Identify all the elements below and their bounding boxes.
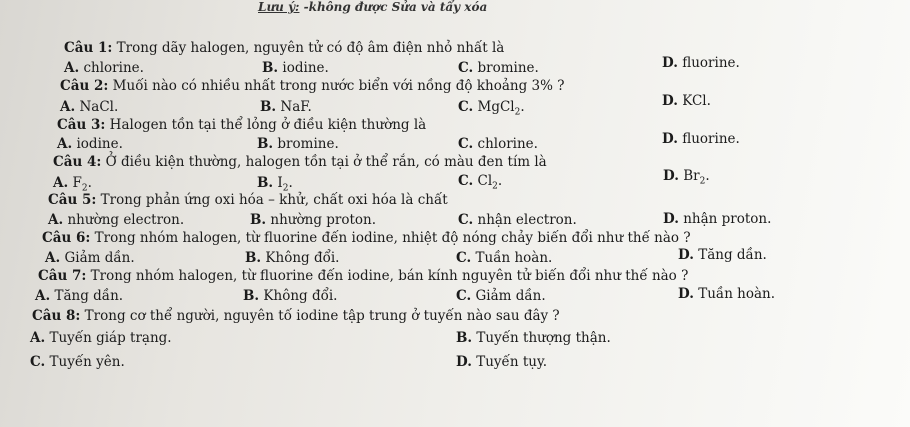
q7-option-a-text: Tăng dần. bbox=[50, 288, 124, 304]
q4-option-a-period: . bbox=[87, 175, 92, 191]
q4-option-c-period: . bbox=[497, 173, 503, 189]
q8-option-c-key: C. bbox=[30, 354, 46, 370]
q4-option-b-period: . bbox=[288, 175, 293, 191]
q8-option-a-key: A. bbox=[30, 330, 46, 346]
q8-option-b-text: Tuyến thượng thận. bbox=[472, 330, 611, 346]
q6-option-c bbox=[456, 250, 552, 266]
q5-option-d-key: D. bbox=[663, 211, 679, 227]
question-1-label: Câu 1: bbox=[64, 40, 113, 56]
q5-option-b-key: B. bbox=[250, 212, 267, 228]
question-8-label: Câu 8: bbox=[32, 308, 81, 324]
question-7-text: Trong nhóm halogen, từ fluorine đến iodine, bán kính nguyên tử biến đổi như thế nào ? bbox=[86, 268, 689, 284]
q4-option-c-subscript: 2 bbox=[492, 181, 498, 192]
q8-option-d bbox=[456, 354, 547, 370]
q8-option-d-text: Tuyến tụy. bbox=[471, 354, 548, 370]
q4-option-c bbox=[458, 173, 502, 192]
question-3-label: Câu 3: bbox=[57, 117, 106, 133]
q5-option-b bbox=[250, 212, 376, 228]
q2-option-d-key: D. bbox=[662, 93, 678, 109]
q4-option-c-key: C. bbox=[458, 173, 474, 189]
q2-option-d bbox=[662, 93, 711, 109]
q7-option-b-text: Không đổi. bbox=[259, 288, 338, 304]
q5-option-a-text: nhường electron. bbox=[63, 212, 185, 228]
q7-option-b bbox=[243, 288, 337, 304]
q2-option-b-text: NaF. bbox=[276, 99, 312, 115]
q4-option-d-text: Br bbox=[678, 168, 700, 184]
q4-option-b-subscript: 2 bbox=[282, 183, 289, 194]
q6-option-b-key: B. bbox=[245, 250, 262, 266]
q5-option-b-text: nhường proton. bbox=[266, 212, 377, 228]
q4-option-b bbox=[257, 175, 293, 194]
q2-option-b bbox=[260, 99, 312, 115]
note-prefix: Lưu ý: bbox=[258, 0, 300, 14]
q8-option-b bbox=[456, 330, 611, 346]
q6-option-b-text: Không đổi. bbox=[261, 250, 340, 266]
question-7 bbox=[38, 268, 688, 284]
q3-option-c-text: chlorine. bbox=[473, 136, 538, 152]
question-6-text: Trong nhóm halogen, từ fluorine đến iodine, nhiệt độ nóng chảy biến đổi như thế nào ? bbox=[90, 230, 691, 246]
q3-option-b-key: B. bbox=[257, 136, 274, 152]
q7-option-a-key: A. bbox=[35, 288, 51, 304]
question-4-label: Câu 4: bbox=[53, 154, 102, 170]
q7-option-a bbox=[35, 288, 123, 304]
q2-option-a bbox=[60, 99, 118, 115]
q1-option-c-text: bromine. bbox=[473, 60, 539, 76]
question-7-label: Câu 7: bbox=[38, 268, 87, 284]
q7-option-c-key: C. bbox=[456, 288, 472, 304]
q3-option-d-text: fluorine. bbox=[677, 131, 740, 147]
q1-option-b-key: B. bbox=[262, 60, 279, 76]
question-2-text: Muối nào có nhiều nhất trong nước biển với nồng độ khoảng 3% ? bbox=[108, 78, 565, 94]
q4-option-d-key: D. bbox=[663, 168, 679, 184]
q1-option-a bbox=[64, 60, 144, 76]
q3-option-b bbox=[257, 136, 339, 152]
q4-option-b-text: I bbox=[273, 175, 283, 191]
q3-option-d bbox=[662, 131, 740, 147]
question-8 bbox=[32, 308, 560, 324]
q5-option-c bbox=[458, 212, 577, 228]
q4-option-c-text: Cl bbox=[473, 173, 493, 189]
q1-option-a-text: chlorine. bbox=[79, 60, 144, 76]
q6-option-d-key: D. bbox=[678, 247, 694, 263]
q6-option-a-text: Giảm dần. bbox=[60, 250, 135, 266]
question-4-text: Ở điều kiện thường, halogen tồn tại ở thể rắn, có màu đen tím là bbox=[101, 154, 547, 170]
q7-option-d bbox=[678, 286, 775, 302]
q4-option-a-key: A. bbox=[53, 175, 69, 191]
q2-option-b-key: B. bbox=[260, 99, 277, 115]
q1-option-c-key: C. bbox=[458, 60, 474, 76]
q3-option-c-key: C. bbox=[458, 136, 474, 152]
question-3-text: Halogen tồn tại thể lỏng ở điều kiện thường là bbox=[105, 117, 427, 133]
q1-option-d-key: D. bbox=[662, 55, 678, 71]
q2-option-d-text: KCl. bbox=[677, 93, 711, 109]
q8-option-c bbox=[30, 354, 125, 370]
question-2 bbox=[60, 78, 564, 94]
q2-option-a-key: A. bbox=[60, 99, 76, 115]
q2-option-a-text: NaCl. bbox=[75, 99, 119, 115]
question-3 bbox=[57, 117, 426, 133]
question-1-text: Trong dãy halogen, nguyên tử có độ âm điện nhỏ nhất là bbox=[112, 40, 505, 56]
q2-option-c-key: C. bbox=[458, 99, 474, 115]
q6-option-a-key: A. bbox=[45, 250, 61, 266]
q5-option-c-key: C. bbox=[458, 212, 474, 228]
q8-option-a bbox=[30, 330, 172, 346]
q6-option-c-key: C. bbox=[456, 250, 472, 266]
q3-option-a bbox=[57, 136, 123, 152]
q2-option-c-period: . bbox=[520, 99, 525, 115]
q5-option-a bbox=[48, 212, 184, 228]
q5-option-c-text: nhận electron. bbox=[473, 212, 577, 228]
q8-option-d-key: D. bbox=[456, 354, 472, 370]
q7-option-d-key: D. bbox=[678, 286, 694, 302]
q8-option-c-text: Tuyến yên. bbox=[45, 354, 125, 370]
q7-option-c bbox=[456, 288, 546, 304]
question-1 bbox=[64, 40, 504, 56]
question-4 bbox=[53, 154, 547, 170]
q6-option-b bbox=[245, 250, 339, 266]
q2-option-c bbox=[458, 99, 525, 118]
q6-option-a bbox=[45, 250, 135, 266]
question-6-label: Câu 6: bbox=[42, 230, 91, 246]
q1-option-d bbox=[662, 55, 740, 71]
q3-option-b-text: bromine. bbox=[273, 136, 339, 152]
q5-option-d bbox=[663, 211, 771, 227]
q3-option-a-text: iodine. bbox=[72, 136, 123, 152]
q8-option-a-text: Tuyến giáp trạng. bbox=[45, 330, 172, 346]
question-2-label: Câu 2: bbox=[60, 78, 109, 94]
q2-option-c-subscript: 2 bbox=[514, 107, 521, 118]
question-6 bbox=[42, 230, 691, 246]
question-8-text: Trong cơ thể người, nguyên tố iodine tập trung ở tuyến nào sau đây ? bbox=[80, 308, 560, 324]
note-text: -không được Sửa và tẩy xóa bbox=[299, 0, 488, 14]
q7-option-d-text: Tuần hoàn. bbox=[693, 286, 776, 302]
q8-option-b-key: B. bbox=[456, 330, 473, 346]
q5-option-a-key: A. bbox=[48, 212, 64, 228]
q1-option-c bbox=[458, 60, 539, 76]
q1-option-d-text: fluorine. bbox=[677, 55, 740, 71]
q4-option-a bbox=[53, 175, 92, 194]
q4-option-a-subscript: 2 bbox=[81, 183, 88, 194]
q1-option-a-key: A. bbox=[64, 60, 80, 76]
q4-option-d-period: . bbox=[705, 168, 710, 184]
q4-option-a-text: F bbox=[68, 175, 82, 191]
note-line bbox=[258, 0, 487, 14]
q2-option-c-text: MgCl bbox=[473, 99, 515, 115]
q6-option-c-text: Tuần hoàn. bbox=[471, 250, 553, 266]
q4-option-d-subscript: 2 bbox=[699, 176, 706, 187]
q3-option-c bbox=[458, 136, 538, 152]
q3-option-d-key: D. bbox=[662, 131, 678, 147]
q7-option-c-text: Giảm dần. bbox=[471, 288, 546, 304]
q6-option-d bbox=[678, 247, 767, 263]
q6-option-d-text: Tăng dần. bbox=[693, 247, 767, 263]
q3-option-a-key: A. bbox=[57, 136, 73, 152]
q1-option-b-text: iodine. bbox=[278, 60, 329, 76]
q4-option-b-key: B. bbox=[257, 175, 274, 191]
q4-option-d bbox=[663, 168, 710, 187]
q5-option-d-text: nhận proton. bbox=[678, 211, 772, 227]
question-5-label: Câu 5: bbox=[48, 192, 97, 208]
q7-option-b-key: B. bbox=[243, 288, 260, 304]
question-5 bbox=[48, 192, 448, 208]
q1-option-b bbox=[262, 60, 329, 76]
question-5-text: Trong phản ứng oxi hóa – khử, chất oxi hóa là chất bbox=[96, 192, 448, 208]
